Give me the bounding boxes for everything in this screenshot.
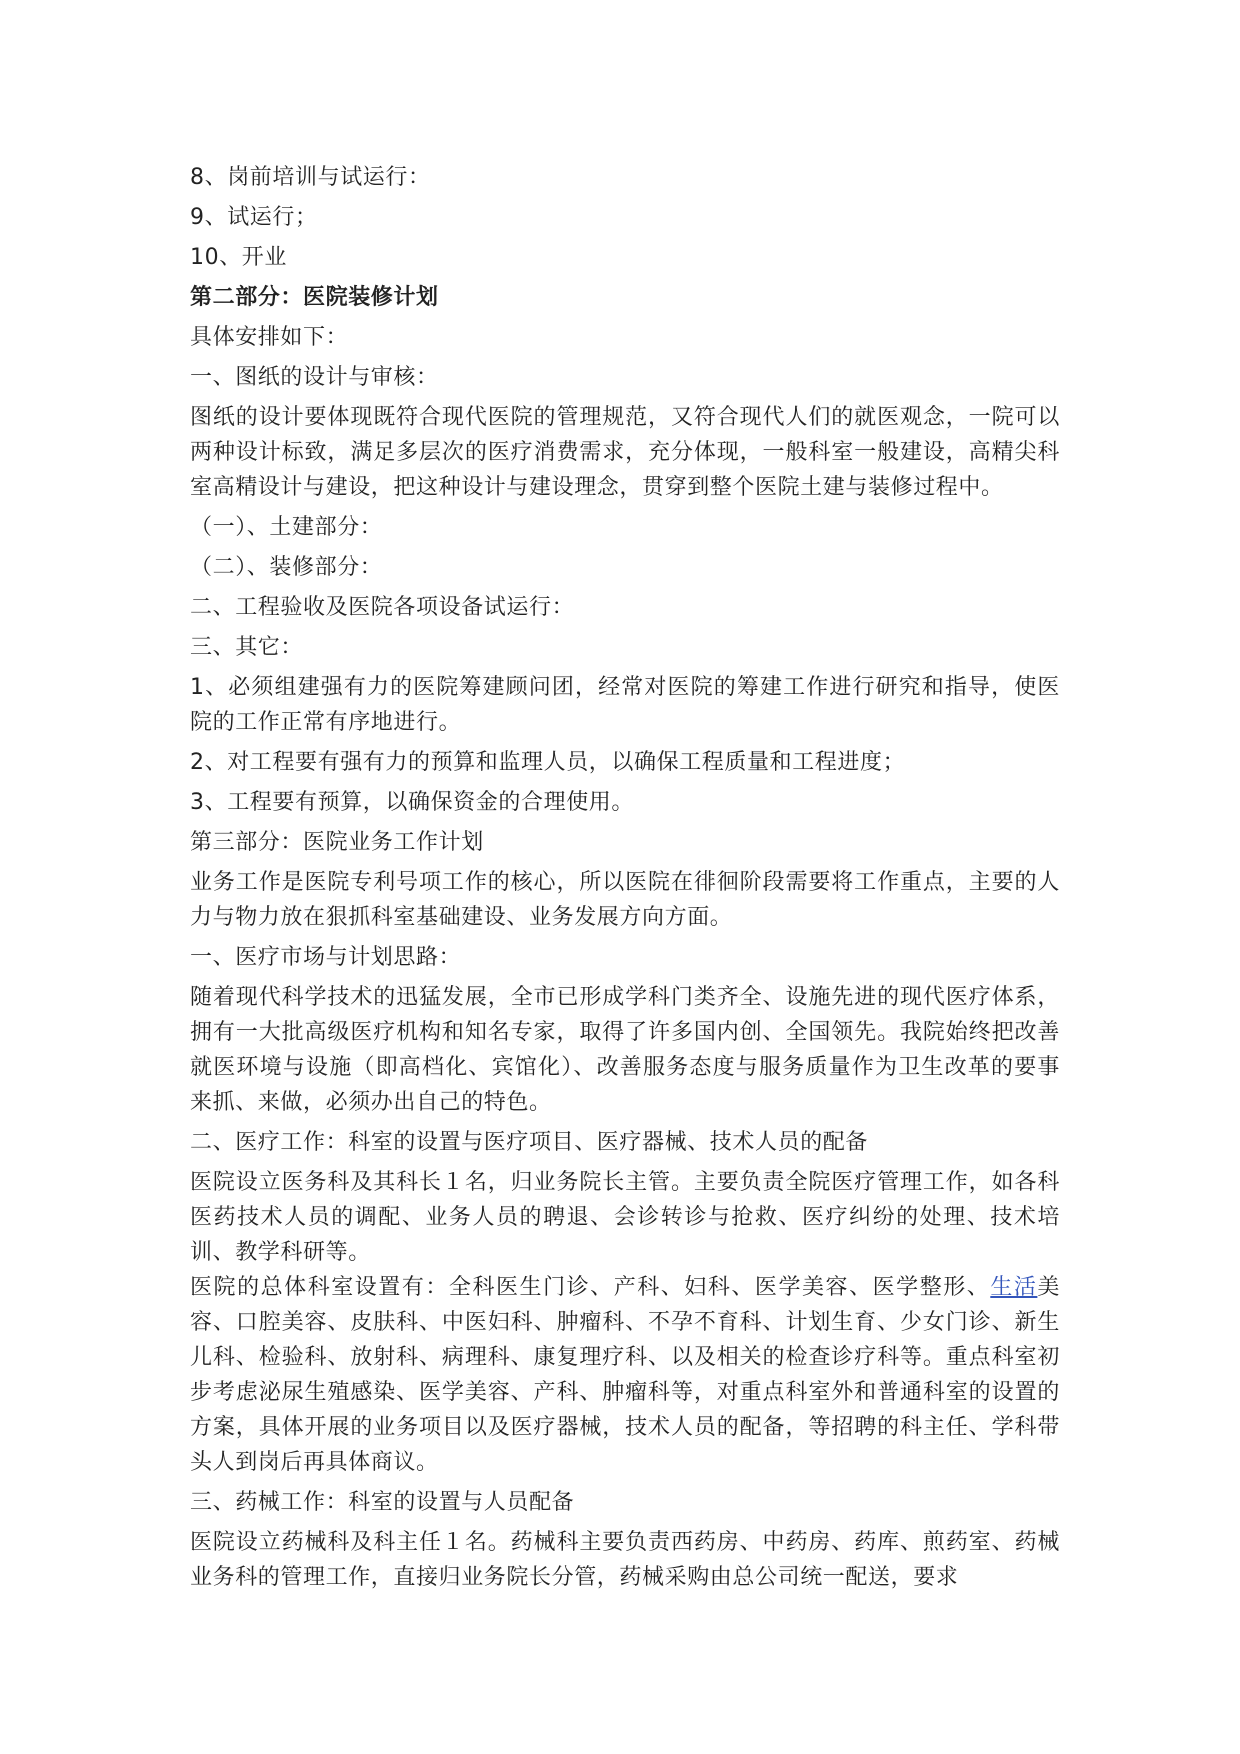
subheading-civil-works: （一）、土建部分：	[190, 515, 383, 540]
subheading-drawing-design: 一、图纸的设计与审核：	[190, 365, 439, 390]
paragraph-pharmacy: 医院设立药械科及科主任１名。药械科主要负责西药房、中药房、药库、煎药室、药械业务科的管理工作，直接归业务院长分管，药械采购由总公司统一配送，要求	[190, 1530, 1060, 1590]
subheading-pharmacy: 三、药械工作：科室的设置与人员配备	[190, 1490, 575, 1515]
paragraph-market: 随着现代科学技术的迅猛发展，全市已形成学科门类齐全、设施先进的现代医疗体系，拥有一大批高级医疗机构和知名专家，取得了许多国内创、全国领先。我院始终把改善就医环境与设施（即高档化、宾馆化）、改善服务态度与服务质量作为卫生改革的要事来抓、来做，必须办出自己的特色。	[190, 985, 1060, 1115]
paragraph-business-core: 业务工作是医院专利号项工作的核心，所以医院在徘徊阶段需要将工作重点，主要的人力与物力放在狠抓科室基础建设、业务发展方向方面。	[190, 870, 1060, 930]
section-heading-part-2: 第二部分：医院装修计划	[190, 285, 439, 310]
paragraph-other-1: 1、必须组建强有力的医院筹建顾问团，经常对医院的筹建工作进行研究和指导，使医院的工作正常有序地进行。	[190, 675, 1060, 735]
paragraph-drawing-design: 图纸的设计要体现既符合现代医院的管理规范，又符合现代人们的就医观念，一院可以两种设计标致，满足多层次的医疗消费需求，充分体现，一般科室一般建设，高精尖科室高精设计与建设，把这种设计与建设理念，贯穿到整个医院土建与装修过程中。	[190, 405, 1060, 500]
list-item-9: 9、试运行；	[190, 205, 318, 230]
list-item-8: 8、岗前培训与试运行：	[190, 165, 431, 190]
subheading-acceptance: 二、工程验收及医院各项设备试运行：	[190, 595, 575, 620]
departments-text-after: 美容、口腔美容、皮肤科、中医妇科、肿瘤科、不孕不育科、计划生育、少女门诊、新生儿科、检验科、放射科、病理科、康复理疗科、以及相关的检查诊疗科等。重点科室初步考虑泌尿生殖感染、医学美容、产科、肿瘤科等，对重点科室外和普通科室的设置的方案，具体开展的业务项目以及医疗器械，技术人员的配备，等招聘的科主任、学科带头人到岗后再具体商议。	[190, 1275, 1060, 1475]
paragraph-arrangement: 具体安排如下：	[190, 325, 349, 350]
paragraph-other-2: 2、对工程要有强有力的预算和监理人员，以确保工程质量和工程进度；	[190, 750, 906, 775]
paragraph-departments	[190, 1270, 1060, 1480]
section-heading-part-3: 第三部分：医院业务工作计划	[190, 830, 484, 855]
subheading-medical-work: 二、医疗工作：科室的设置与医疗项目、医疗器械、技术人员的配备	[190, 1130, 869, 1155]
life-link[interactable]: 生活	[990, 1275, 1038, 1300]
subheading-market: 一、医疗市场与计划思路：	[190, 945, 462, 970]
departments-text-before: 医院的总体科室设置有：全科医生门诊、产科、妇科、医学美容、医学整形、	[190, 1275, 991, 1300]
document-body	[190, 160, 1060, 1600]
list-item-10: 10、开业	[190, 245, 287, 270]
paragraph-other-3: 3、工程要有预算，以确保资金的合理使用。	[190, 790, 634, 815]
subheading-other: 三、其它：	[190, 635, 304, 660]
subheading-decoration: （二）、装修部分：	[190, 555, 383, 580]
paragraph-medical-department: 医院设立医务科及其科长１名，归业务院长主管。主要负责全院医疗管理工作，如各科医药技术人员的调配、业务人员的聘退、会诊转诊与抢救、医疗纠纷的处理、技术培训、教学科研等。	[190, 1170, 1060, 1265]
